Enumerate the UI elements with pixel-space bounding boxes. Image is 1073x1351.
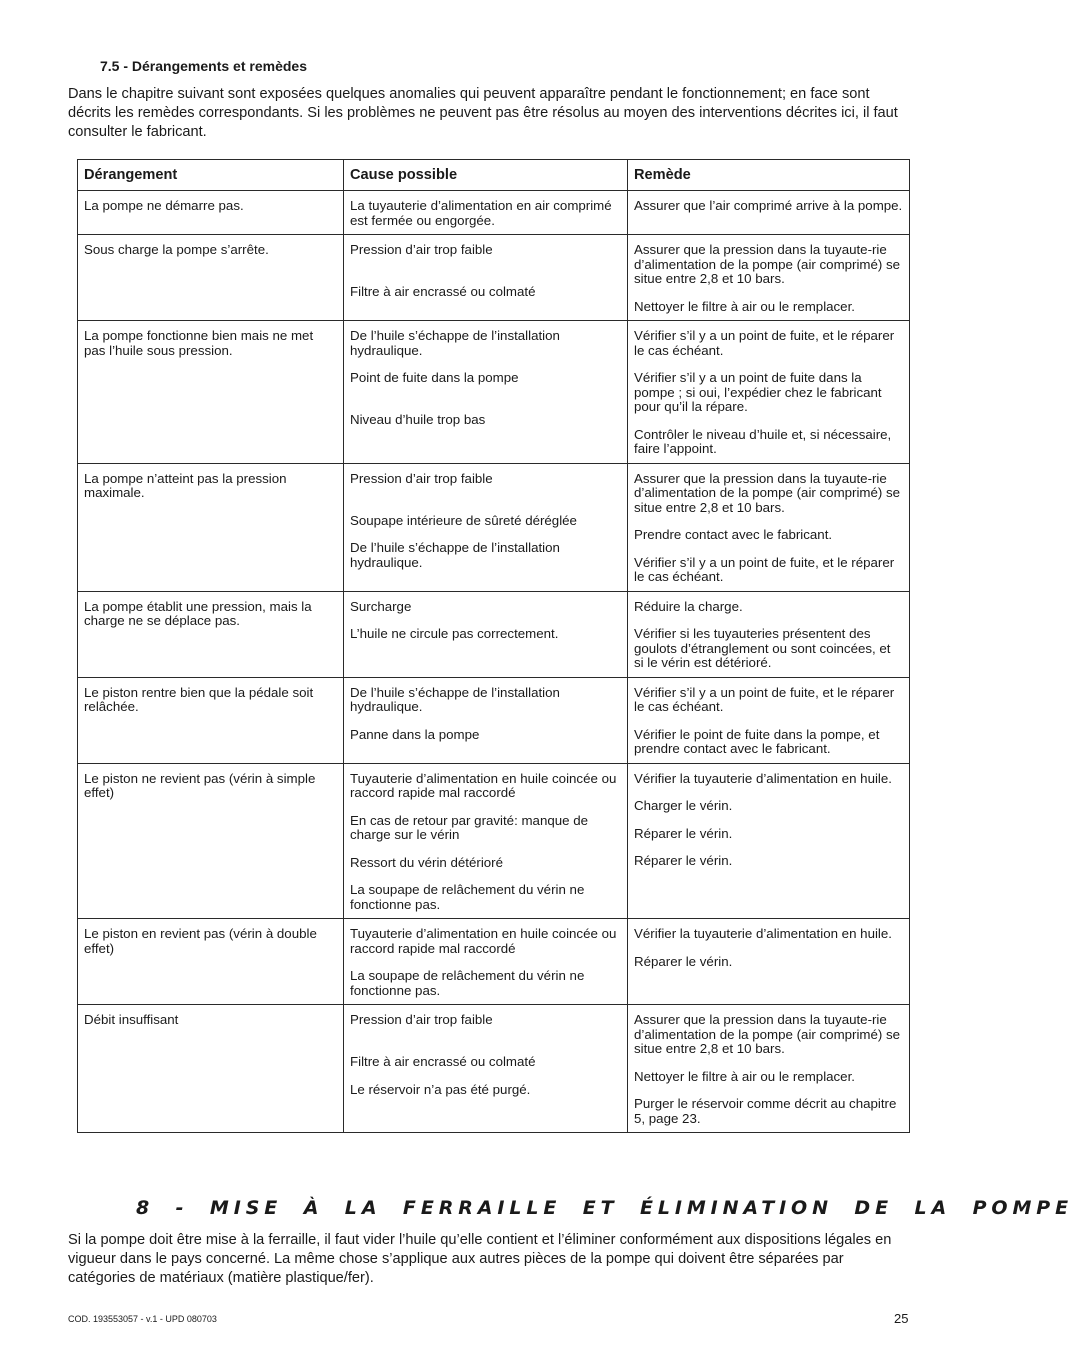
table-row <box>78 321 910 464</box>
remedy-text: Assurer que la pression dans la tuyaute-rie d’alimentation de la pompe (air comprimé) se situe entre 2,8 et 10 bars. <box>634 1012 901 1056</box>
cause-text: En cas de retour par gravité: manque de charge sur le vérin <box>350 812 589 842</box>
table-row <box>78 191 910 235</box>
remedy-text: Nettoyer le filtre à air ou le remplacer. <box>634 1068 855 1084</box>
problem-text: Le piston en revient pas (vérin à double effet) <box>84 926 317 956</box>
problem-cell <box>78 191 344 235</box>
cause-text: Ressort du vérin détérioré <box>350 854 503 870</box>
remedy-text: Réduire la charge. <box>634 598 743 614</box>
cause-cell <box>344 1005 628 1133</box>
remedy-text: Vérifier la tuyauterie d’alimentation en huile. <box>634 770 892 786</box>
table-row <box>78 763 910 919</box>
cause-text: De l’huile s’échappe de l’installation hydraulique. <box>350 328 560 358</box>
cause-text: Tuyauterie d’alimentation en huile coincée ou raccord rapide mal raccordé <box>350 770 617 800</box>
problem-cell <box>78 591 344 677</box>
problem-cell <box>78 1005 344 1133</box>
remedy-text: Vérifier le point de fuite dans la pompe, et prendre contact avec le fabricant. <box>634 726 880 756</box>
remedy-cell <box>628 235 910 321</box>
cause-text: Pression d’air trop faible <box>350 242 493 257</box>
table-row <box>78 919 910 1005</box>
problem-cell <box>78 463 344 591</box>
remedy-text: Vérifier la tuyauterie d’alimentation en huile. <box>634 926 892 941</box>
cause-text: Panne dans la pompe <box>350 726 480 742</box>
cause-cell <box>344 591 628 677</box>
remedy-cell <box>628 763 910 919</box>
remedy-text: Assurer que l’air comprimé arrive à la pompe. <box>634 198 903 213</box>
cause-cell <box>344 191 628 235</box>
remedy-text: Nettoyer le filtre à air ou le remplacer. <box>634 298 855 314</box>
remedy-text: Purger le réservoir comme décrit au chapitre 5, page 23. <box>634 1096 897 1126</box>
remedy-cell <box>628 191 910 235</box>
cause-text: Surcharge <box>350 598 412 614</box>
cause-text: Point de fuite dans la pompe <box>350 370 519 385</box>
table-row <box>78 235 910 321</box>
problem-text: Débit insuffisant <box>84 1012 179 1027</box>
chapter-text: Si la pompe doit être mise à la ferraille, il faut vider l’huile qu’elle contient et l’éliminer conformément aux dispositions légales en vigueur dans le pays concerné. La même chose s’applique aux autres pièces de la pompe qui doivent être séparées par catégories de matériaux (matière plastique/fer). <box>68 1232 892 1286</box>
cause-text: L’huile ne circule pas correctement. <box>350 626 559 641</box>
cause-text: Filtre à air encrassé ou colmaté <box>350 1054 536 1069</box>
cause-text: Niveau d’huile trop bas <box>350 412 486 427</box>
problem-text: Sous charge la pompe s’arrête. <box>84 242 269 257</box>
remedy-cell <box>628 1005 910 1133</box>
remedy-cell <box>628 321 910 464</box>
cause-text: De l’huile s’échappe de l’installation hydraulique. <box>350 684 560 714</box>
cause-cell <box>344 677 628 763</box>
document-code: COD. 193553057 - v.1 - UPD 080703 <box>68 1314 217 1324</box>
cause-text: Pression d’air trop faible <box>350 470 493 486</box>
remedy-text: Réparer le vérin. <box>634 853 733 868</box>
cause-text: La soupape de relâchement du vérin ne fonctionne pas. <box>350 882 585 912</box>
problem-text: La pompe n’atteint pas la pression maximale. <box>84 470 287 500</box>
remedy-text: Vérifier s’il y a un point de fuite, et le réparer le cas échéant. <box>634 328 895 358</box>
table-row <box>78 463 910 591</box>
cause-text: Le réservoir n’a pas été purgé. <box>350 1081 531 1097</box>
problem-cell <box>78 677 344 763</box>
cause-text: De l’huile s’échappe de l’installation hydraulique. <box>350 540 560 570</box>
chapter-title: 8 - MISE À LA FERRAILLE ET ÉLIMINATION DE LA POMPE <box>136 1197 1073 1219</box>
problem-text: La pompe établit une pression, mais la charge ne se déplace pas. <box>84 598 312 628</box>
section-title: 7.5 - Dérangements et remèdes <box>100 58 307 74</box>
problem-text: La pompe fonctionne bien mais ne met pas l’huile sous pression. <box>84 328 314 358</box>
remedy-text: Prendre contact avec le fabricant. <box>634 527 833 542</box>
cause-text: La tuyauterie d’alimentation en air comprimé est fermée ou engorgée. <box>350 198 612 228</box>
cause-text: Tuyauterie d’alimentation en huile coincée ou raccord rapide mal raccordé <box>350 926 617 956</box>
problem-cell <box>78 919 344 1005</box>
problem-text: La pompe ne démarre pas. <box>84 198 244 213</box>
cause-cell <box>344 321 628 464</box>
remedy-text: Charger le vérin. <box>634 798 733 813</box>
remedy-text: Assurer que la pression dans la tuyaute-rie d’alimentation de la pompe (air comprimé) se situe entre 2,8 et 10 bars. <box>634 470 901 515</box>
header-problem: Dérangement <box>78 160 344 191</box>
remedy-text: Vérifier s’il y a un point de fuite dans la pompe ; si oui, l’expédier chez le fabricant pour qu’il la répare. <box>634 370 882 414</box>
header-remedy: Remède <box>628 160 910 191</box>
remedy-text: Vérifier si les tuyauteries présentent des goulots d’étranglement ou sont coincées, et si le vérin est détérioré. <box>634 626 891 670</box>
problem-text: Le piston rentre bien que la pédale soit relâchée. <box>84 684 314 714</box>
remedy-text: Vérifier s’il y a un point de fuite, et le réparer le cas échéant. <box>634 684 895 714</box>
problem-cell <box>78 763 344 919</box>
cause-cell <box>344 235 628 321</box>
remedy-text: Vérifier s’il y a un point de fuite, et le réparer le cas échéant. <box>634 554 895 584</box>
table-row <box>78 1005 910 1133</box>
table-row <box>78 677 910 763</box>
cause-text: Pression d’air trop faible <box>350 1012 493 1027</box>
cause-text: Filtre à air encrassé ou colmaté <box>350 284 536 299</box>
cause-cell <box>344 463 628 591</box>
problem-text: Le piston ne revient pas (vérin à simple effet) <box>84 770 316 800</box>
cause-cell <box>344 763 628 919</box>
problem-cell <box>78 321 344 464</box>
remedy-text: Assurer que la pression dans la tuyaute-rie d’alimentation de la pompe (air comprimé) se situe entre 2,8 et 10 bars. <box>634 242 901 286</box>
cause-cell <box>344 919 628 1005</box>
table-header-row <box>78 160 910 191</box>
remedy-text: Contrôler le niveau d’huile et, si nécessaire, faire l’appoint. <box>634 426 892 456</box>
table-row <box>78 591 910 677</box>
troubleshooting-table <box>77 159 910 1133</box>
table-body <box>78 191 910 1133</box>
remedy-text: Réparer le vérin. <box>634 953 733 969</box>
remedy-text: Réparer le vérin. <box>634 825 733 841</box>
problem-cell <box>78 235 344 321</box>
cause-text: Soupape intérieure de sûreté déréglée <box>350 512 577 528</box>
remedy-cell <box>628 463 910 591</box>
remedy-cell <box>628 591 910 677</box>
page-number: 25 <box>894 1311 909 1326</box>
cause-text: La soupape de relâchement du vérin ne fonctionne pas. <box>350 968 585 998</box>
section-intro: Dans le chapitre suivant sont exposées quelques anomalies qui peuvent apparaître pendant le fonctionnement; en face sont décrits les remèdes correspondants. Si les problèmes ne peuvent pas être résolus au moyen des interventions décrites ici, il faut consulter le fabricant. <box>68 86 898 140</box>
remedy-cell <box>628 919 910 1005</box>
header-cause: Cause possible <box>344 160 628 191</box>
remedy-cell <box>628 677 910 763</box>
